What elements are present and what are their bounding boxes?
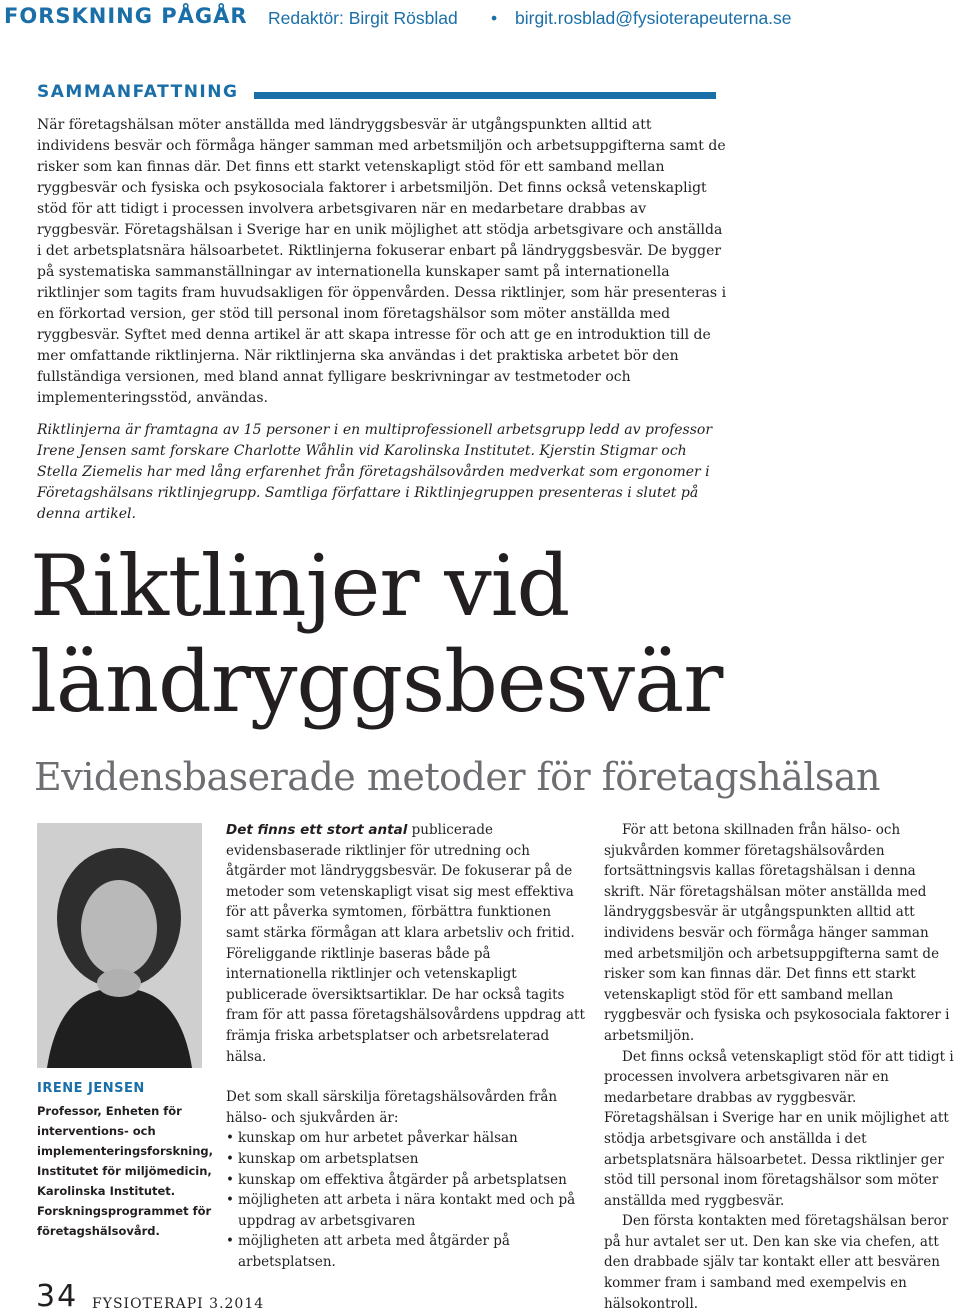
separator: • bbox=[491, 8, 498, 28]
author-name: IRENE JENSEN bbox=[37, 1081, 145, 1096]
column-3 bbox=[604, 820, 956, 1314]
article-title-line-2: ländryggsbesvär bbox=[30, 633, 723, 731]
summary-heading: SAMMANFATTNING bbox=[37, 82, 239, 102]
editor-label: Redaktör: Birgit Rösblad bbox=[268, 8, 458, 28]
col2-lead: Det finns ett stort antal bbox=[226, 822, 408, 838]
list-item: • kunskap om effektiva åtgärder på arbetsplatsen bbox=[226, 1170, 586, 1191]
list-item: • möjligheten att arbeta med åtgärder på arbetsplatsen. bbox=[226, 1231, 586, 1272]
summary-rule bbox=[254, 92, 716, 99]
col3-paragraph-1: För att betona skillnaden från hälso- och sjukvården kommer företagshälsovården fortsättningsvis kallas företagshälsan i denna skrift. När företagshälsan möter anställda med ländryggsbesvär är utgångspunkten alltid att individens besvär och förmåga hänger samman med arbetsmiljön och arbetsuppgifterna samt de risker som kan finnas där. Det finns ett starkt vetenskapligt stöd för ett samband mellan ryggbesvär och fysiska och psykosociala faktorer i arbetsmiljön. bbox=[604, 822, 950, 1044]
page-header bbox=[0, 4, 960, 38]
col2-paragraph-2: Det som skall särskilja företagshälsovården från hälso- och sjukvården är: bbox=[226, 1089, 558, 1126]
col3-paragraph-3: Den första kontakten med företagshälsan beror på hur avtalet ser ut. Den kan ske via chefen, att den drabbade själv tar kontakt eller att besvären kommer fram i samband med exempelvis en hälsokontroll. bbox=[604, 1213, 949, 1312]
author-portrait-icon bbox=[37, 823, 202, 1068]
summary-authors-note: Riktlinjerna är framtagna av 15 personer i en multiprofessionell arbetsgrupp ledd av professor Irene Jensen samt forskare Charlotte Wåhlin vid Karolinska Institutet. Kjerstin Stigmar och Stella Ziemelis har med lång erfarenhet från företagshälsovården medverkat som ergonomer i Företagshälsans riktlinjegrupp. Samtliga författare i Riktlinjegruppen presenteras i slutet på denna artikel. bbox=[37, 422, 713, 522]
article-title bbox=[30, 538, 722, 730]
col2-para1-text: publicerade evidensbaserade riktlinjer för utredning och åtgärder mot ländryggsbesvär. De fokuserar på de metoder som vetenskapligt visat sig mest effektiva för att påverka symtomen, förbättra funktionen samt stärka förmågan att klara arbetsliv och fritid. Föreliggande riktlinje baseras både på internationella riktlinjer och vetenskapligt publicerade översiktsartiklar. De har också tagits fram för att passa företagshälsovårdens uppdrag att främja friska arbetsplatser och arbetsrelaterad hälsa. bbox=[226, 822, 585, 1065]
column-2 bbox=[226, 820, 586, 1272]
section-label: FORSKNING PÅGÅR bbox=[4, 4, 248, 28]
col3-paragraph-2: Det finns också vetenskapligt stöd för att tidigt i processen involvera arbetsgivaren när en medarbetare drabbas av ryggbesvär. Företagshälsan i Sverige har en unik möjlighet att stödja arbetsgivare och anställda i det arbetsplatsnära hälsoarbetet. Dessa riktlinjer ger stöd till personal inom företagshälsor som möter anställda med ryggbesvär. bbox=[604, 1048, 954, 1209]
editor-email-link[interactable]: birgit.rosblad@fysioterapeuterna.se bbox=[515, 8, 792, 28]
page-number: 34 bbox=[36, 1279, 79, 1314]
list-item: • kunskap om hur arbetet påverkar hälsan bbox=[226, 1128, 586, 1149]
list-item: • kunskap om arbetsplatsen bbox=[226, 1149, 586, 1170]
article-subtitle: Evidensbaserade metoder för företagshälsan bbox=[34, 755, 881, 799]
summary-body: När företagshälsan möter anställda med ländryggsbesvär är utgångspunkten alltid att individens besvär och förmåga hänger samman med arbetsmiljön och arbetsuppgifterna samt de risker som kan finnas där. Det finns ett starkt vetenskapligt stöd för ett samband mellan ryggbesvär och fysiska och psykosociala faktorer i arbetsmiljön. Det finns också vetenskapligt stöd för att tidigt i processen involvera arbetsgivaren när en medarbetare drabbas av ryggbesvär. Företagshälsan i Sverige har en unik möjlighet att stödja arbetsgivare och anställda i det arbetsplatsnära hälsoarbetet. Riktlinjerna fokuserar enbart på ländryggsbesvär. De bygger på systematiska sammanställningar av internationella kunskaper samt på internationella riktlinjer som tagits fram huvudsakligen för öppenvården. Dessa riktlinjer, som här presenteras i en förkortad version, ger stöd till personal inom företagshälsor som möter anställda med ryggbesvär. Syftet med denna artikel är att skapa intresse för och att ge en introduktion till de mer omfattande riktlinjerna. När riktlinjerna ska användas i det praktiska arbetet bör den fullständiga versionen, med bland annat fylligare beskrivningar av testmetoder och implementeringsstöd, användas. bbox=[37, 117, 727, 406]
col2-bullet-list bbox=[226, 1128, 586, 1272]
list-item: • möjligheten att arbeta i nära kontakt med och på uppdrag av arbetsgivaren bbox=[226, 1190, 586, 1231]
col2-paragraph-1 bbox=[226, 820, 586, 1067]
article-title-line-1: Riktlinjer vid bbox=[30, 537, 570, 635]
author-photo bbox=[37, 823, 202, 1068]
publication-label: FYSIOTERAPI 3.2014 bbox=[92, 1296, 265, 1312]
author-bio: Professor, Enheten för interventions- och implementeringsforskning, Institutet för miljömedicin, Karolinska Institutet. Forskningsprogrammet för företagshälsovård. bbox=[37, 1104, 214, 1238]
